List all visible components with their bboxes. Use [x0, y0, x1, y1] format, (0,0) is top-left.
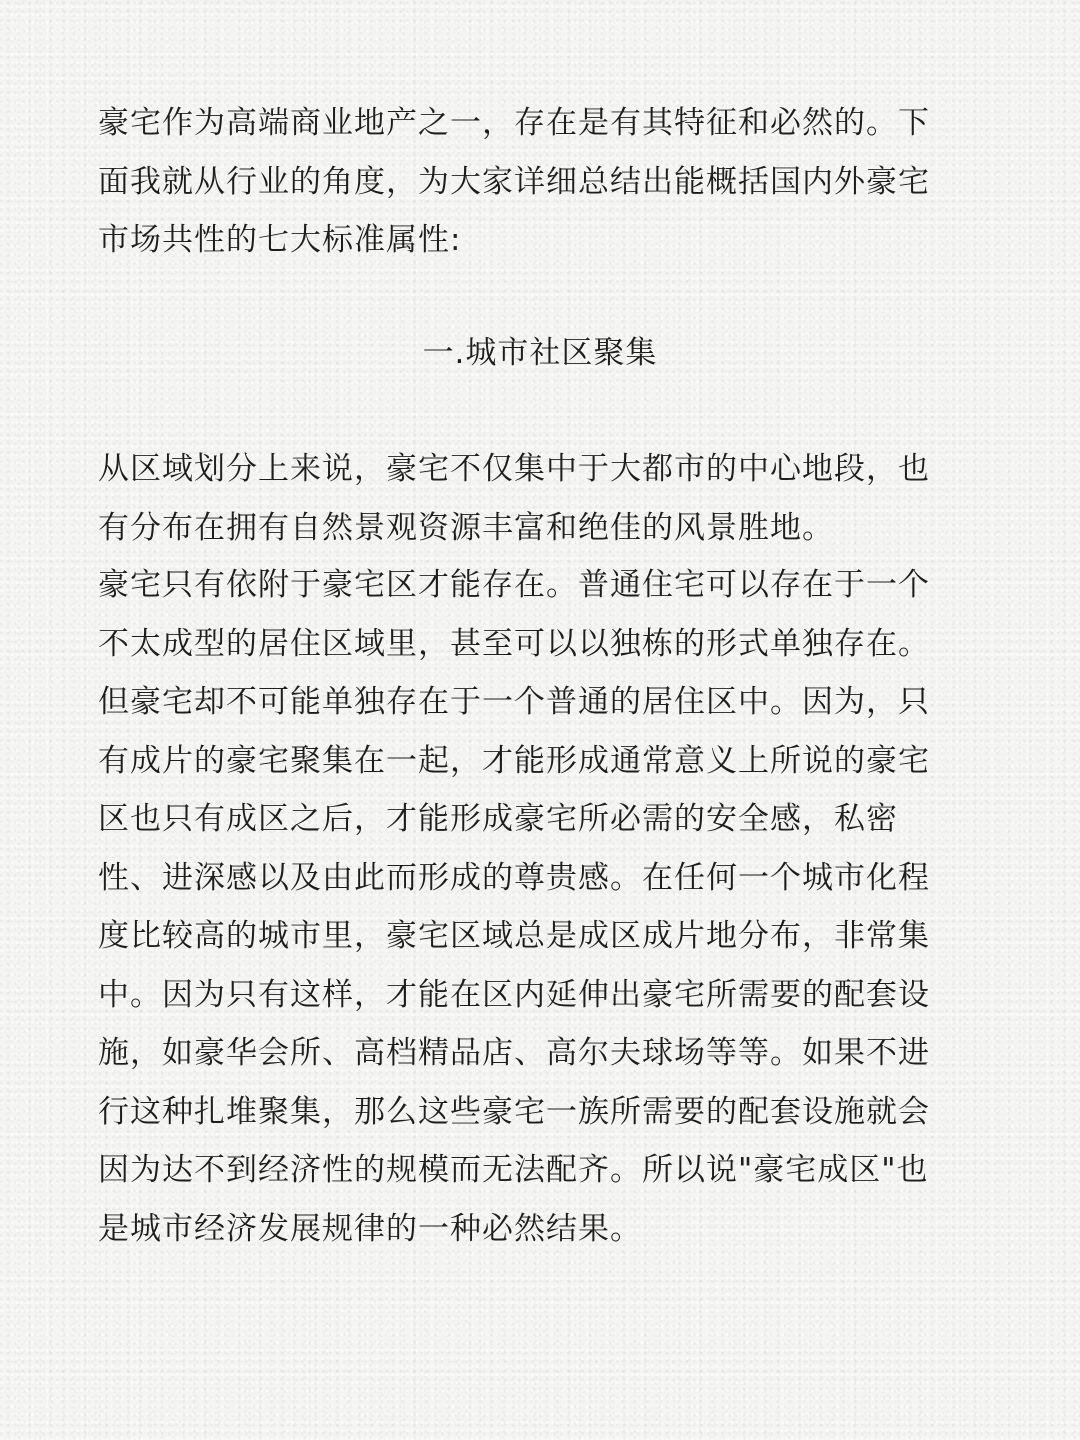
- section-heading: 一.城市社区聚集: [422, 335, 658, 371]
- body-paragraph-2: 豪宅只有依附于豪宅区才能存在。普通住宅可以存在于一个不太成型的居住区域里，甚至可以以独栋的形式单独存在。但豪宅却不可能单独存在于一个普通的居住区中。因为，只有成片的豪宅聚集在一起，才能形成通常意义上所说的豪宅区也只有成区之后，才能形成豪宅所必需的安全感，私密性、进深感以及由此而形成的尊贵感。在任何一个城市化程度比较高的城市里，豪宅区域总是成区成片地分布，非常集中。因为只有这样，才能在区内延伸出豪宅所需要的配套设施，如豪华会所、高档精品店、高尔夫球场等等。如果不进行这种扎堆聚集，那么这些豪宅一族所需要的配套设施就会因为达不到经济性的规模而无法配齐。所以说"豪宅成区"也是城市经济发展规律的一种必然结果。: [98, 567, 930, 1247]
- intro-paragraph: 豪宅作为高端商业地产之一，存在是有其特征和必然的。下面我就从行业的角度，为大家详细总结出能概括国内外豪宅市场共性的七大标准属性:: [98, 105, 930, 258]
- body-paragraph-1: 从区域划分上来说，豪宅不仅集中于大都市的中心地段，也有分布在拥有自然景观资源丰富和绝佳的风景胜地。: [98, 451, 930, 546]
